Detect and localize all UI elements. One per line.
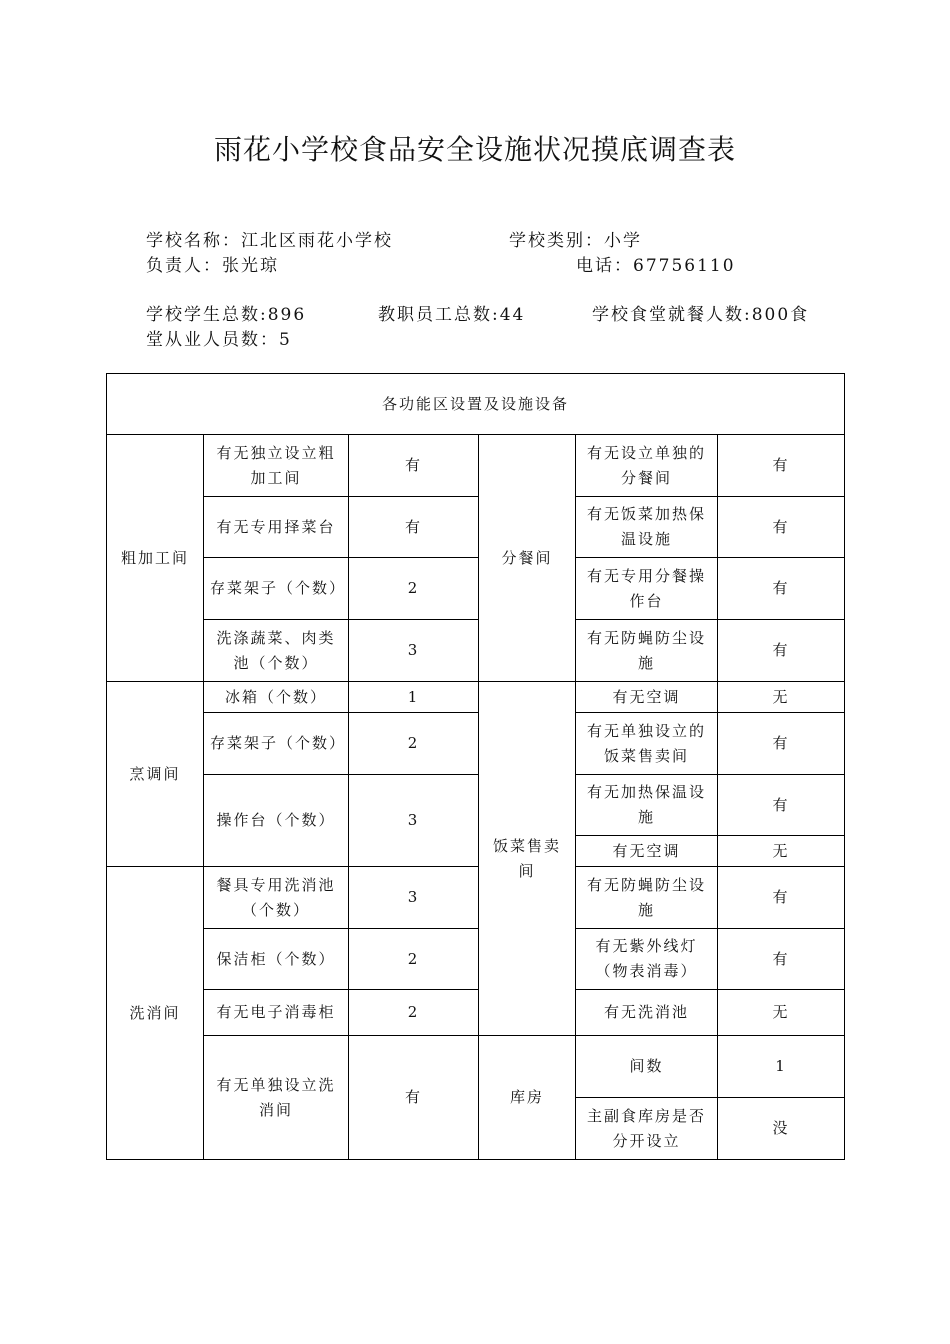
- item-label: 餐具专用洗消池（个数）: [204, 867, 349, 929]
- item-label: 有无单独设立洗消间: [204, 1036, 349, 1160]
- item-label: 有无洗消池: [576, 990, 718, 1036]
- item-label: 有无饭菜加热保温设施: [576, 497, 718, 558]
- item-label: 有无电子消毒柜: [204, 990, 349, 1036]
- item-label: 存菜架子（个数）: [204, 713, 349, 775]
- item-label: 洗涤蔬菜、肉类池（个数）: [204, 620, 349, 682]
- person-in-charge: 负责人：张光琼: [146, 256, 279, 276]
- item-value: 2: [349, 990, 479, 1036]
- zone-label: 粗加工间: [107, 435, 204, 682]
- facility-table: [106, 373, 845, 1160]
- item-value: 没: [718, 1098, 845, 1160]
- item-label: 有无防蝇防尘设施: [576, 867, 718, 929]
- item-value: 有: [718, 775, 845, 836]
- zone-label: 库房: [479, 1036, 576, 1160]
- kitchen-staff-count: 堂从业人员数：5: [146, 330, 292, 350]
- zone-label: 烹调间: [107, 682, 204, 867]
- item-value: 有: [718, 713, 845, 775]
- item-label: 有无加热保温设施: [576, 775, 718, 836]
- item-value: 有: [718, 497, 845, 558]
- item-label: 主副食库房是否分开设立: [576, 1098, 718, 1160]
- item-value: 有: [718, 558, 845, 620]
- item-label: 有无专用分餐操作台: [576, 558, 718, 620]
- item-value: 有: [349, 497, 479, 558]
- item-value: 有: [718, 867, 845, 929]
- item-label: 有无专用择菜台: [204, 497, 349, 558]
- item-value: 3: [349, 620, 479, 682]
- item-label: 有无紫外线灯（物表消毒）: [576, 929, 718, 990]
- item-label: 有无空调: [576, 836, 718, 867]
- zone-label: 饭菜售卖间: [479, 682, 576, 1036]
- item-label: 冰箱（个数）: [204, 682, 349, 713]
- item-label: 操作台（个数）: [204, 775, 349, 867]
- item-value: 1: [349, 682, 479, 713]
- zone-label: 分餐间: [479, 435, 576, 682]
- item-value: 有: [349, 1036, 479, 1160]
- item-value: 无: [718, 990, 845, 1036]
- staff-count: 教职员工总数:44: [378, 305, 526, 325]
- school-name: 学校名称：江北区雨花小学校: [146, 231, 393, 251]
- page-title: 雨花小学校食品安全设施状况摸底调查表: [213, 133, 736, 166]
- table-header: 各功能区设置及设施设备: [107, 374, 845, 435]
- item-label: 存菜架子（个数）: [204, 558, 349, 620]
- item-value: 2: [349, 929, 479, 990]
- item-value: 无: [718, 836, 845, 867]
- item-value: 3: [349, 775, 479, 867]
- school-type: 学校类别：小学: [509, 231, 642, 251]
- item-value: 2: [349, 558, 479, 620]
- item-label: 有无单独设立的饭菜售卖间: [576, 713, 718, 775]
- item-value: 有: [349, 435, 479, 497]
- phone-number: 电话：67756110: [576, 256, 736, 276]
- item-value: 有: [718, 929, 845, 990]
- diner-count: 学校食堂就餐人数:800食: [592, 305, 810, 325]
- item-value: 2: [349, 713, 479, 775]
- student-count: 学校学生总数:896: [146, 305, 307, 325]
- item-label: 保洁柜（个数）: [204, 929, 349, 990]
- item-label: 有无防蝇防尘设施: [576, 620, 718, 682]
- item-value: 无: [718, 682, 845, 713]
- item-value: 有: [718, 435, 845, 497]
- item-label: 有无设立单独的分餐间: [576, 435, 718, 497]
- item-label: 间数: [576, 1036, 718, 1098]
- item-label: 有无空调: [576, 682, 718, 713]
- zone-label: 洗消间: [107, 867, 204, 1160]
- item-value: 1: [718, 1036, 845, 1098]
- item-value: 3: [349, 867, 479, 929]
- item-value: 有: [718, 620, 845, 682]
- item-label: 有无独立设立粗加工间: [204, 435, 349, 497]
